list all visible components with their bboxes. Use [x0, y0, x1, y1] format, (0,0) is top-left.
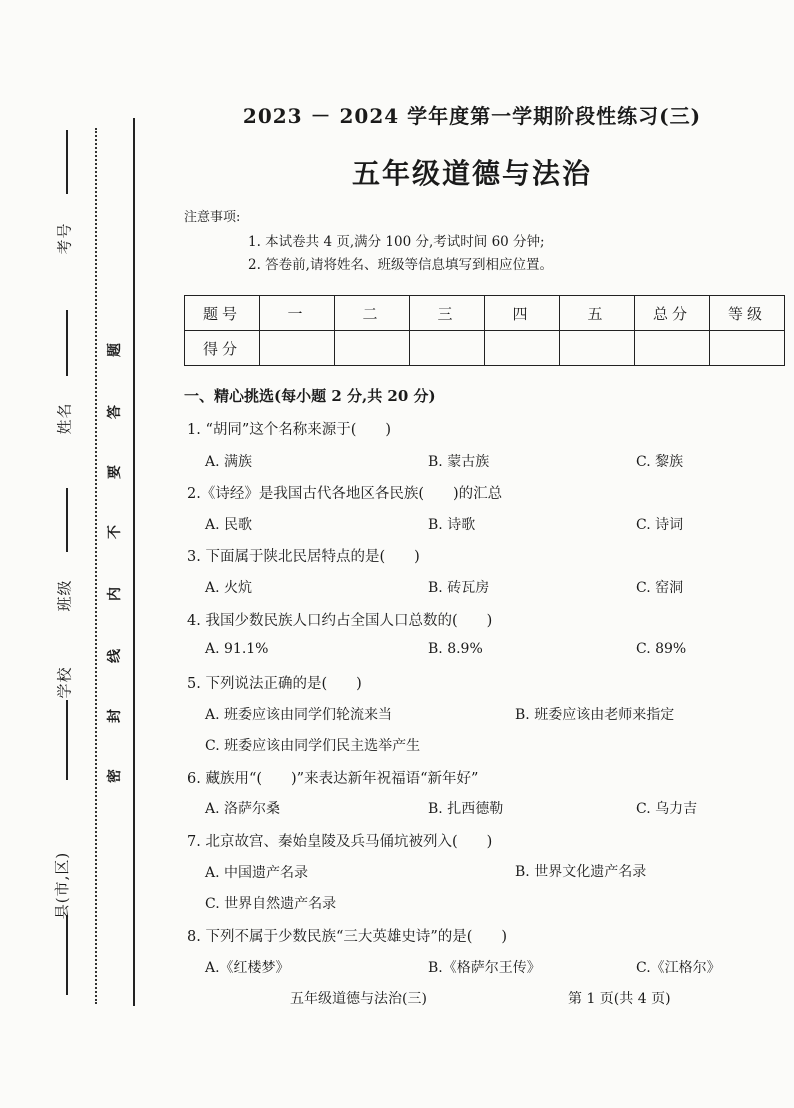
county-blank [66, 915, 68, 995]
option-a[interactable]: A.《红楼梦》 [205, 960, 290, 976]
option-c[interactable]: C. 窑洞 [636, 580, 684, 596]
section-title: 一、精心挑选(每小题 2 分,共 20 分) [184, 387, 436, 405]
exam-title: 2023 － 2024 学年度第一学期阶段性练习(三) [242, 104, 702, 128]
class-blank [66, 488, 68, 552]
question-stem: 7. 北京故宫、秦始皇陵及兵马俑坑被列入( ) [187, 834, 493, 850]
score-table-header-row [185, 296, 785, 331]
score-header-cell: 四 [485, 296, 560, 331]
option-c[interactable]: C. 89% [636, 641, 687, 657]
question-stem: 8. 下列不属于少数民族“三大英雄史诗”的是( ) [187, 929, 508, 945]
notice-item: 1. 本试卷共 4 页,满分 100 分,考试时间 60 分钟; [248, 234, 545, 250]
score-cell[interactable] [260, 331, 335, 366]
notice-item: 2. 答卷前,请将姓名、班级等信息填写到相应位置。 [248, 257, 553, 273]
class-label: 班级 [55, 579, 74, 612]
option-a[interactable]: A. 班委应该由同学们轮流来当 [205, 707, 393, 723]
exam-no-blank [66, 130, 68, 194]
county-label: 县(市,区) [53, 851, 72, 920]
question-stem: 1. “胡同”这个名称来源于( ) [187, 422, 392, 438]
question-stem: 5. 下列说法正确的是( ) [187, 676, 362, 692]
exam-no-label: 考号 [55, 222, 74, 255]
option-b[interactable]: B. 8.9% [428, 641, 483, 657]
footer-page-number: 第 1 页(共 4 页) [568, 991, 671, 1007]
option-c[interactable]: C.《江格尔》 [636, 960, 721, 976]
score-header-cell: 五 [560, 296, 635, 331]
score-cell[interactable] [485, 331, 560, 366]
notice-heading: 注意事项: [184, 210, 241, 225]
name-blank [66, 310, 68, 376]
name-label: 姓名 [55, 402, 74, 435]
score-row-label: 得分 [185, 331, 260, 366]
option-b[interactable]: B. 诗歌 [428, 517, 476, 533]
question-stem: 3. 下面属于陕北民居特点的是( ) [187, 549, 420, 565]
dotted-cut-line [95, 128, 97, 1004]
seal-char: 要 [107, 465, 123, 479]
option-c[interactable]: C. 黎族 [636, 454, 684, 470]
option-a[interactable]: A. 中国遗产名录 [205, 865, 309, 881]
seal-char: 封 [107, 709, 123, 723]
option-a[interactable]: A. 91.1% [205, 641, 269, 657]
option-a[interactable]: A. 洛萨尔桑 [205, 801, 281, 817]
score-cell[interactable] [560, 331, 635, 366]
option-b[interactable]: B. 世界文化遗产名录 [515, 864, 647, 880]
score-header-cell: 总分 [635, 296, 710, 331]
option-b[interactable]: B.《格萨尔王传》 [428, 960, 541, 976]
binding-line [133, 118, 135, 1006]
option-b[interactable]: B. 班委应该由老师来指定 [515, 707, 675, 723]
score-cell[interactable] [710, 331, 785, 366]
seal-char: 内 [107, 587, 123, 601]
score-table [184, 295, 785, 366]
question-stem: 6. 藏族用“( )”来表达新年祝福语“新年好” [187, 771, 479, 787]
seal-char: 题 [107, 343, 123, 357]
option-c[interactable]: C. 世界自然遗产名录 [205, 896, 337, 912]
score-cell[interactable] [410, 331, 485, 366]
option-b[interactable]: B. 蒙古族 [428, 454, 490, 470]
school-blank [66, 700, 68, 780]
option-b[interactable]: B. 砖瓦房 [428, 580, 490, 596]
school-label: 学校 [55, 666, 74, 699]
score-cell[interactable] [335, 331, 410, 366]
option-c[interactable]: C. 乌力吉 [636, 801, 698, 817]
option-c[interactable]: C. 班委应该由同学们民主选举产生 [205, 738, 421, 754]
option-b[interactable]: B. 扎西德勒 [428, 801, 504, 817]
subject-title: 五年级道德与法治 [351, 157, 592, 190]
score-header-cell: 三 [410, 296, 485, 331]
footer-subject: 五年级道德与法治(三) [290, 991, 427, 1007]
score-header-cell: 一 [260, 296, 335, 331]
seal-char: 不 [107, 525, 123, 539]
question-stem: 4. 我国少数民族人口约占全国人口总数的( ) [187, 613, 493, 629]
score-cell[interactable] [635, 331, 710, 366]
seal-char: 线 [107, 649, 123, 663]
score-header-cell: 题号 [185, 296, 260, 331]
option-c[interactable]: C. 诗词 [636, 517, 684, 533]
option-a[interactable]: A. 满族 [205, 454, 253, 470]
seal-char: 答 [107, 405, 123, 419]
score-table-row [185, 331, 785, 366]
option-a[interactable]: A. 民歌 [205, 517, 253, 533]
binding-margin [0, 0, 150, 1108]
option-a[interactable]: A. 火炕 [205, 580, 253, 596]
seal-char: 密 [107, 769, 123, 783]
question-stem: 2.《诗经》是我国古代各地区各民族( )的汇总 [187, 486, 503, 502]
score-header-cell: 等级 [710, 296, 785, 331]
score-header-cell: 二 [335, 296, 410, 331]
